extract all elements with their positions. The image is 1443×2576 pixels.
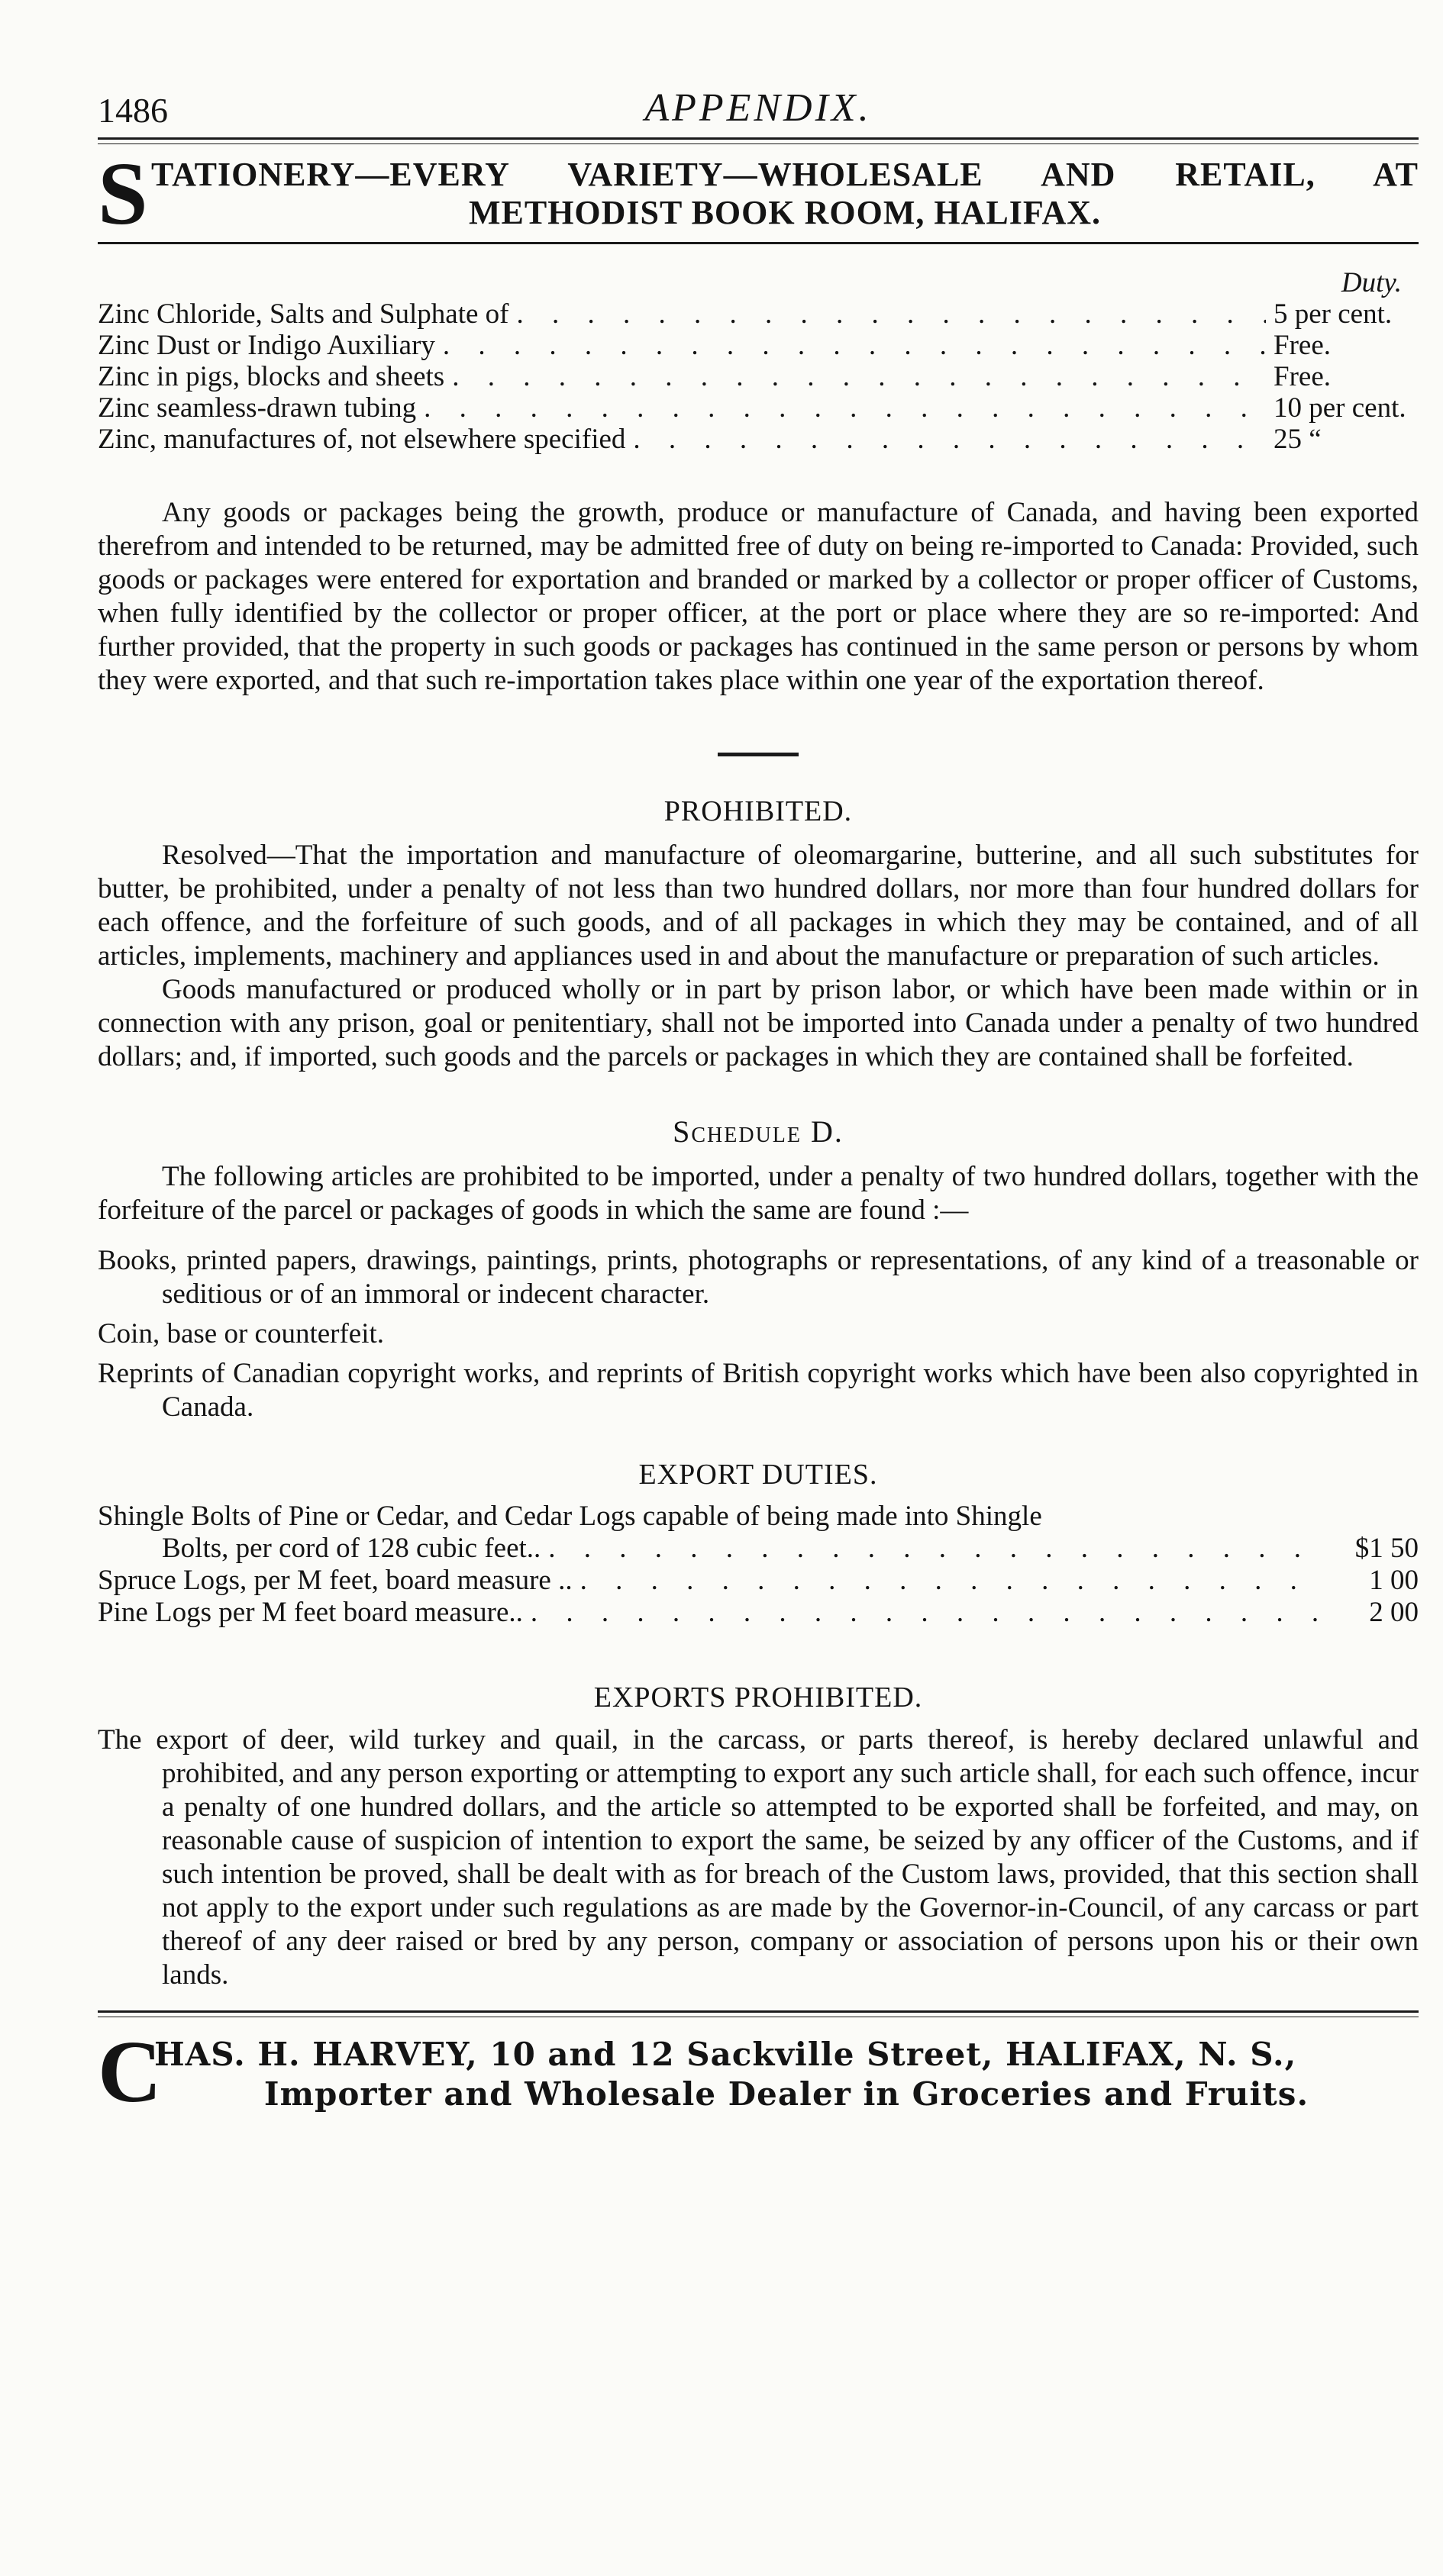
export-item: Spruce Logs, per M feet, board measure .. — [98, 1565, 573, 1596]
list-item: Books, printed papers, drawings, paintings, prints, photographs or representations, of any kind of a treasonable or seditious or of an immoral or indecent character. — [98, 1245, 1419, 1310]
list-item: Coin, base or counterfeit. — [98, 1318, 385, 1349]
duty-value: Free. — [1274, 361, 1331, 392]
running-title: APPENDIX. — [644, 86, 872, 130]
footer-rule — [98, 2010, 1419, 2017]
schedule-d-intro: The following articles are prohibited to be imported, under a penalty of two hundred dollars, together with the forfeiture of the parcel or packages of goods in which the same are found :— — [98, 1161, 1419, 1226]
export-value: $1 50 — [1354, 1533, 1419, 1564]
footer-line-1: HAS. H. HARVEY, 10 and 12 Sackville Street, HALIFAX, N. S., — [154, 2036, 1297, 2073]
duty-column-header: Duty. — [1341, 267, 1402, 298]
footer-line-2: Importer and Wholesale Dealer in Groceries and Fruits. — [263, 2075, 1309, 2113]
duty-value: Free. — [1274, 330, 1331, 361]
running-head — [98, 76, 1419, 137]
schedule-d-list — [98, 1244, 1419, 1424]
list-item: Reprints of Canadian copyright works, and reprints of British copyright works which have been also copyrighted in Canada. — [98, 1358, 1419, 1423]
re-import-paragraph: Any goods or packages being the growth, produce or manufacture of Canada, and having been exported therefrom and intended to be returned, may be admitted free of duty on being re-imported to Canada: Provided, such goods or packages were entered for exportation and branded or marked by a collector or proper officer of Customs, when fully identified by the collector or proper officer, at the port or place where they are so re-imported: And further provided, that the property in such goods or packages has continued in the same person or persons by whom they were exported, and that such re-importation takes place within one year of the exportation thereof. — [98, 497, 1419, 696]
dot-leader — [548, 1533, 1319, 1565]
banner-line-2: METHODIST BOOK ROOM, HALIFAX. — [468, 194, 1101, 231]
shingle-bolts-line: Shingle Bolts of Pine or Cedar, and Cedar Logs capable of being made into Shingle — [98, 1501, 1042, 1532]
export-duties-heading: EXPORT DUTIES. — [638, 1459, 878, 1491]
dot-leader — [633, 424, 1266, 455]
duty-row — [98, 392, 1419, 424]
schedule-d-heading: Schedule D. — [673, 1114, 844, 1149]
duty-item: Zinc Dust or Indigo Auxiliary — [98, 330, 435, 361]
export-duties-table — [98, 1501, 1419, 1629]
duty-row — [98, 330, 1419, 361]
exports-prohibited-paragraph: The export of deer, wild turkey and quail, in the carcass, or parts thereof, is hereby declared unlawful and prohibited, and any person exporting or attempting to export any such article shall, for each such offence, incur a penalty of one hundred dollars, and the article so attempted to be exported shall be forfeited, and may, on reasonable cause of suspicion of intention to export the same, be seized by any officer of the Customs, and if such intention be proved, shall be dealt with as for breach of the Custom laws, provided, that this section shall not apply to the export under such regulations as are made by the Governor-in-Council, of any carcass or part thereof of any deer raised or bred by any person, company or association of persons upon his or their own lands. — [98, 1724, 1419, 1991]
footer-drop-initial: C — [98, 2023, 162, 2121]
export-value: 2 00 — [1369, 1597, 1419, 1628]
duty-value: 25 “ — [1274, 424, 1322, 455]
export-row — [98, 1565, 1419, 1597]
duty-row — [98, 424, 1419, 455]
dot-leader — [516, 298, 1266, 330]
export-item: Bolts, per cord of 128 cubic feet.. — [162, 1533, 541, 1564]
duty-item: Zinc Chloride, Salts and Sulphate of — [98, 298, 509, 330]
harvey-footer-ad — [98, 2025, 1419, 2124]
banner-top-rule — [98, 137, 1419, 144]
exports-prohibited-heading: EXPORTS PROHIBITED. — [593, 1681, 923, 1714]
dot-leader — [443, 330, 1266, 361]
duty-item: Zinc in pigs, blocks and sheets — [98, 361, 445, 392]
dot-leader — [580, 1565, 1319, 1597]
stationery-banner-ad — [98, 143, 1419, 243]
export-row — [98, 1533, 1419, 1565]
page-number: 1486 — [98, 91, 168, 130]
banner-drop-initial: S — [98, 143, 148, 243]
duty-item: Zinc, manufactures of, not elsewhere specified — [98, 424, 626, 455]
export-item: Pine Logs per M feet board measure.. — [98, 1597, 523, 1628]
appendix-page — [98, 76, 1419, 2124]
duty-value: 5 per cent. — [1274, 298, 1393, 330]
dot-leader — [531, 1597, 1319, 1629]
prison-labor-paragraph: Goods manufactured or produced wholly or in part by prison labor, or which have been made within or in connection with any prison, goal or penitentiary, shall not be imported into Canada under a penalty of two hundred dollars; and, if imported, such goods and the parcels or packages in which they are contained shall be forfeited. — [98, 974, 1419, 1072]
prohibited-heading: PROHIBITED. — [663, 795, 853, 827]
banner-bottom-rule — [98, 242, 1419, 244]
duty-value: 10 per cent. — [1274, 392, 1406, 424]
dot-leader — [424, 392, 1266, 424]
dot-leader — [452, 361, 1266, 392]
export-value: 1 00 — [1369, 1565, 1419, 1596]
oleomargarine-paragraph: Resolved—That the importation and manufacture of oleomargarine, butterine, and all such substitutes for butter, be prohibited, under a penalty of not less than two hundred dollars, nor more than four hundred dollars for each offence, and the forfeiture of such goods, and of all packages in which they may be contained, and of all articles, implements, machinery and appliances used in and about the manufacture or preparation of such articles. — [98, 840, 1419, 972]
duty-item: Zinc seamless-drawn tubing — [98, 392, 417, 424]
zinc-duty-table — [98, 267, 1419, 455]
section-divider — [718, 753, 799, 756]
duty-row — [98, 361, 1419, 392]
export-row — [98, 1597, 1419, 1629]
duty-row — [98, 298, 1419, 330]
banner-line-1: TATIONERY—EVERY VARIETY—WHOLESALE AND RETAIL, AT — [151, 156, 1419, 193]
